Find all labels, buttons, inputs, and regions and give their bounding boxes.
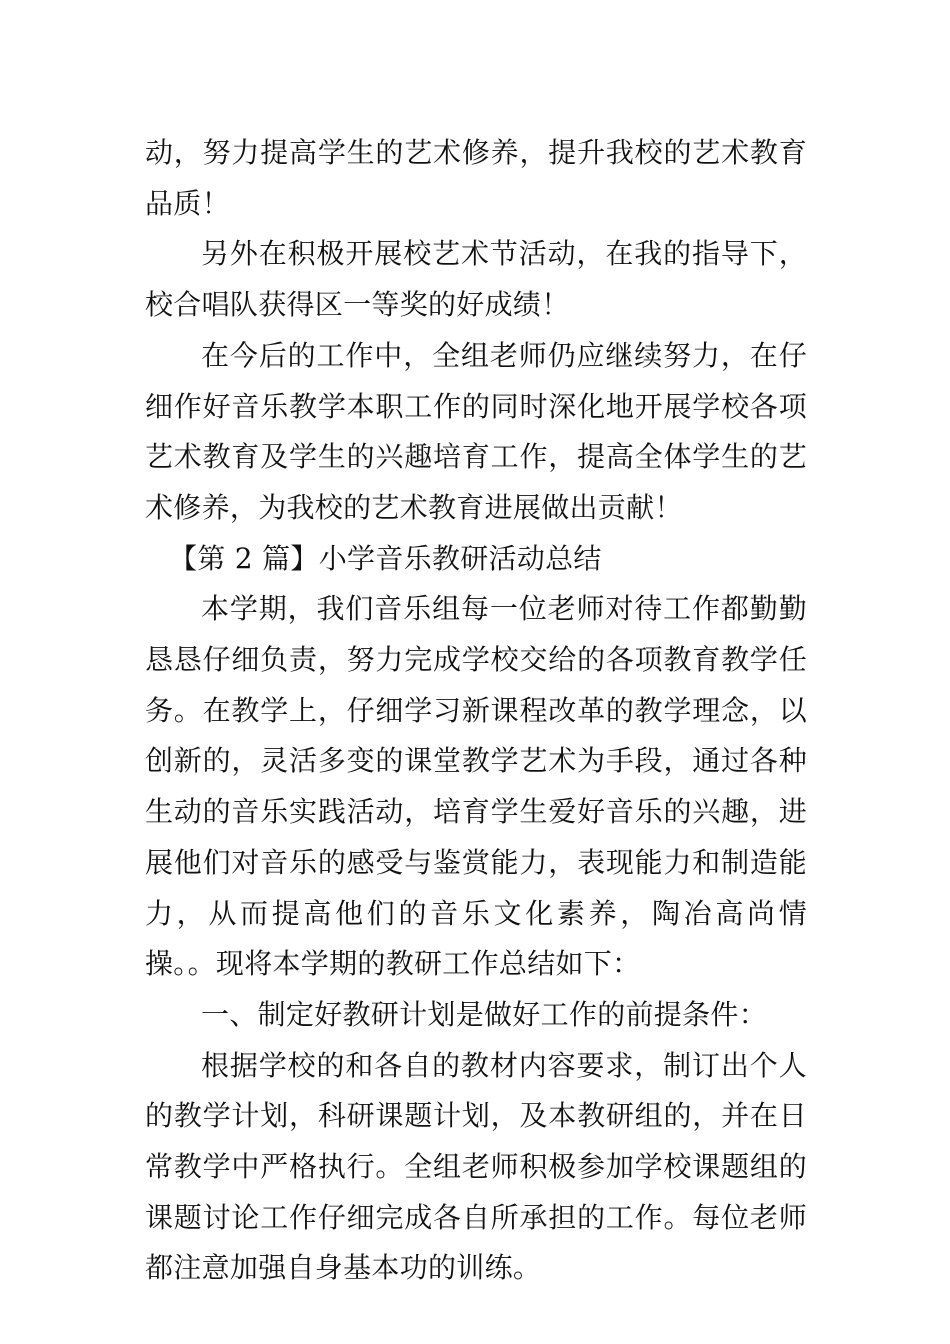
paragraph-future-work: 在今后的工作中，全组老师仍应继续努力，在仔细作好音乐教学本职工作的同时深化地开展学校各项艺术教育及学生的兴趣培育工作，提高全体学生的艺术修养，为我校的艺术教育进展做出贡献！ — [145, 338, 807, 524]
section-heading: 【第 2 篇】小学音乐教研活动总结 — [169, 541, 602, 575]
paragraph-plan-details: 根据学校的和各自的教材内容要求，制订出个人的教学计划，科研课题计划，及本教研组的，并在日常教学中严格执行。全组老师积极参加学校课题组的课题讨论工作仔细完成各自所承担的工作。每位老师都注意加强自身基本功的训练。 — [145, 1048, 807, 1285]
paragraph-continuation: 动，努力提高学生的艺术修养，提升我校的艺术教育品质！ — [145, 136, 807, 220]
document-body — [145, 128, 807, 1294]
paragraph-subheading-plan: 一、制定好教研计划是做好工作的前提条件： — [201, 997, 768, 1031]
paragraph-semester-intro: 本学期，我们音乐组每一位老师对待工作都勤勤恳恳仔细负责，努力完成学校交给的各项教育教学任务。在教学上，仔细学习新课程改革的教学理念，以创新的，灵活多变的课堂教学艺术为手段，通过各种生动的音乐实践活动，培育学生爱好音乐的兴趣，进展他们对音乐的感受与鉴赏能力，表现能力和制造能力，从而提高他们的音乐文化素养，陶冶高尚情操。。现将本学期的教研工作总结如下： — [145, 592, 807, 981]
paragraph-art-festival: 另外在积极开展校艺术节活动，在我的指导下，校合唱队获得区一等奖的好成绩！ — [145, 237, 807, 322]
